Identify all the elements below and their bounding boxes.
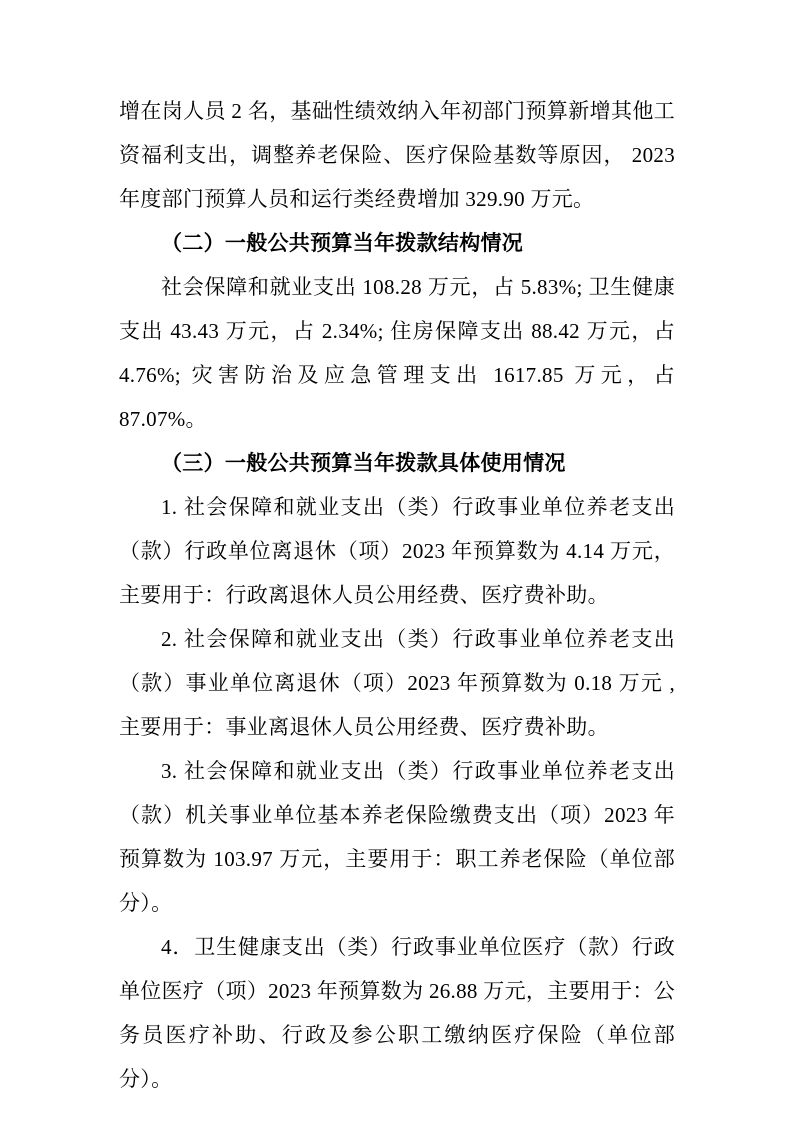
paragraph-budget-item-1: 1. 社会保障和就业支出（类）行政事业单位养老支出（款）行政单位离退休（项）2023 年预算数为 4.14 万元，主要用于：行政离退休人员公用经费、医疗费补助。 (119, 495, 675, 607)
paragraph-continuation: 增在岗人员 2 名，基础性绩效纳入年初部门预算新增其他工资福利支出，调整养老保险、医疗保险基数等原因， 2023 年度部门预算人员和运行类经费增加 329.90 万元。 (119, 99, 675, 211)
paragraph-funding-structure: 社会保障和就业支出 108.28 万元，占 5.83%; 卫生健康支出 43.43 万元，占 2.34%; 住房保障支出 88.42 万元，占 4.76%; 灾害防治及应急管理支出 1617.85 万元，占 87.07%。 (119, 275, 675, 431)
heading-section-3-funding-usage: （三）一般公共预算当年拨款具体使用情况 (161, 451, 566, 475)
paragraph-budget-item-2: 2. 社会保障和就业支出（类）行政事业单位养老支出（款）事业单位离退休（项）2023 年预算数为 0.18 万元 ,主要用于：事业离退休人员公用经费、医疗费补助。 (119, 627, 675, 739)
heading-section-2-funding-structure: （二）一般公共预算当年拨款结构情况 (161, 231, 524, 255)
paragraph-budget-item-4: 4．卫生健康支出（类）行政事业单位医疗（款）行政单位医疗（项）2023 年预算数为 26.88 万元，主要用于：公务员医疗补助、行政及参公职工缴纳医疗保险（单位部分）。 (119, 935, 675, 1091)
paragraph-budget-item-3: 3. 社会保障和就业支出（类）行政事业单位养老支出（款）机关事业单位基本养老保险缴费支出（项）2023 年预算数为 103.97 万元，主要用于：职工养老保险（单位部分）。 (119, 759, 675, 915)
